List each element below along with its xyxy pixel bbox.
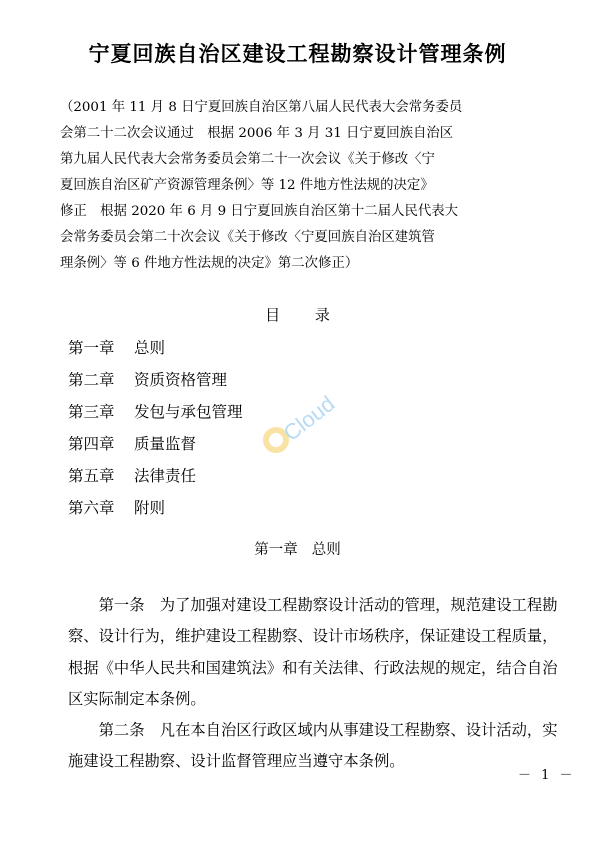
toc-chapter-label: 发包与承包管理 <box>134 403 243 421</box>
toc-item[interactable] <box>68 400 243 432</box>
preamble-line: 会常务委员会第二十次会议《关于修改〈宁夏回族自治区建筑管 <box>60 230 435 245</box>
preamble <box>60 95 538 277</box>
preamble-line: 第九届人民代表大会常务委员会第二十一次会议《关于修改〈宁 <box>60 152 435 167</box>
body-line: 第二条 凡在本自治区行政区域内从事建设工程勘察、设计活动，实 <box>68 721 558 740</box>
chapter-heading <box>0 538 595 559</box>
document-title: 宁夏回族自治区建设工程勘察设计管理条例 <box>88 42 507 66</box>
toc-chapter-number: 第六章 <box>68 499 115 517</box>
body-line: 区实际制定本条例。 <box>68 689 206 708</box>
toc-chapter-number: 第二章 <box>68 371 115 389</box>
toc-chapter-number: 第四章 <box>68 435 115 453</box>
toc-chapter-label: 法律责任 <box>134 467 197 485</box>
toc-item[interactable] <box>68 464 243 496</box>
preamble-line: 夏回族自治区矿产资源管理条例〉等 12 件地方性法规的决定》 <box>60 178 434 193</box>
toc-item[interactable] <box>68 432 243 464</box>
toc-chapter-number: 第三章 <box>68 403 115 421</box>
toc-item[interactable] <box>68 368 243 400</box>
toc-chapter-number: 第五章 <box>68 467 115 485</box>
watermark-text: Cloud <box>278 390 340 446</box>
chapter-number: 第一章 <box>254 542 298 558</box>
article-body <box>68 590 558 778</box>
body-line: 根据《中华人民共和国建筑法》和有关法律、行政法规的规定，结合自治 <box>68 658 558 677</box>
preamble-line: 理条例〉等 6 件地方性法规的决定》第二次修正） <box>60 256 359 271</box>
body-line: 察、设计行为，维护建设工程勘察、设计市场秩序，保证建设工程质量， <box>68 627 558 646</box>
toc-chapter-number: 第一章 <box>68 339 115 357</box>
chapter-label: 总则 <box>311 542 341 558</box>
cloud-watermark-icon <box>258 380 348 460</box>
preamble-line: 会第二十二次会议通过 根据 2006 年 3 月 31 日宁夏回族自治区 <box>60 126 454 141</box>
preamble-line: 修正 根据 2020 年 6 月 9 日宁夏回族自治区第十二届人民代表大 <box>60 204 459 219</box>
table-of-contents <box>68 336 243 528</box>
toc-title: 目 录 <box>265 306 330 324</box>
body-line: 第一条 为了加强对建设工程勘察设计活动的管理，规范建设工程勘 <box>68 596 558 614</box>
toc-chapter-label: 总则 <box>134 339 166 357</box>
page-number: － 1 － <box>518 768 576 783</box>
toc-item[interactable] <box>68 336 243 368</box>
toc-item[interactable] <box>68 496 243 528</box>
toc-chapter-label: 附则 <box>134 499 166 517</box>
toc-chapter-label: 资质资格管理 <box>134 371 228 389</box>
body-line: 施建设工程勘察、设计监督管理应当遵守本条例。 <box>68 752 405 771</box>
toc-chapter-label: 质量监督 <box>134 435 197 453</box>
preamble-line: （2001 年 11 月 8 日宁夏回族自治区第八届人民代表大会常务委员 <box>60 100 463 115</box>
